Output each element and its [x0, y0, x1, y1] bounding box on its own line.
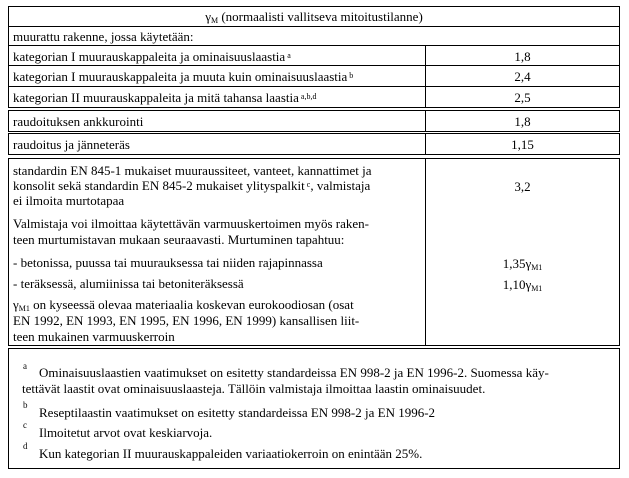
- footnote-text: Reseptilaastin vaatimukset on esitetty standardeissa EN 998-2 ja EN 1996-2: [39, 405, 436, 420]
- manufacturer-text-line: Valmistaja voi ilmoittaa käytettävän varmuuskertoimen myös raken-: [13, 216, 369, 231]
- table-row: [8, 86, 426, 108]
- table-row: [8, 110, 426, 132]
- failure-mode-concrete: - betonissa, puussa tai muurauksessa tai niiden rajapinnassa: [13, 255, 323, 270]
- connector-value: 3,2: [514, 179, 531, 194]
- footnotes: [8, 348, 620, 469]
- table-row-value: [425, 133, 620, 155]
- row-value: 2,4: [514, 69, 531, 84]
- footnote-mark: c: [23, 420, 27, 430]
- table-header: [8, 6, 620, 27]
- footnote-text: Kun kategorian II muurauskappaleiden variaatiokerroin on enintään 25%.: [39, 446, 423, 461]
- row-value: 2,5: [514, 90, 531, 105]
- row-label: raudoitus ja jänneteräs: [13, 137, 130, 152]
- footnote-mark: b: [23, 400, 28, 410]
- connector-row: [8, 158, 426, 346]
- table-row: [8, 65, 426, 87]
- footnote-mark: d: [23, 441, 28, 451]
- connector-text-line: ei ilmoita murtotapaa: [13, 193, 125, 208]
- table-row: [8, 45, 426, 66]
- footnote-text: Ilmoitetut arvot ovat keskiarvoja.: [39, 425, 213, 440]
- row-value: 1,8: [514, 49, 531, 64]
- gamma-m1-note-line: EN 1992, EN 1993, EN 1995, EN 1996, EN 1999) kansallisen liit-: [13, 313, 360, 328]
- table-row-value: [425, 65, 620, 87]
- table-row-value: [425, 45, 620, 66]
- steel-value: $1,10\gamma_{M1}$: [502, 277, 543, 293]
- row-value: 1,15: [511, 137, 534, 152]
- manufacturer-text-line: teen murtumistavan mukaan seuraavasti. Murtuminen tapahtuu:: [13, 232, 345, 247]
- gamma-m1-note-line: $\gamma_{M1}$ on kyseessä olevaa materiaalia koskevan eurokoodiosan (osat: [13, 297, 354, 313]
- safety-factor-table: [8, 6, 620, 469]
- connector-row-value: [425, 158, 620, 346]
- footnote-text: tettävät laastit ovat ominaisuuslaasteja. Tällöin valmistaja ilmoittaa laastin ominaisuudet.: [22, 381, 486, 396]
- row-value: 1,8: [514, 114, 531, 129]
- footnote-mark: a: [23, 361, 27, 371]
- table-row-value: [425, 86, 620, 108]
- intro-row: [8, 26, 620, 46]
- table-row: [8, 133, 426, 155]
- failure-mode-steel: - teräksessä, alumiinissa tai betoniteräksessä: [13, 276, 244, 291]
- gamma-m1-note-line: teen mukainen varmuuskerroin: [13, 329, 175, 344]
- row-label: kategorian I muurauskappaleita ja muuta kuin ominaisuuslaastia $^b$: [13, 69, 354, 84]
- row-label: kategorian II muurauskappaleita ja mitä tahansa laastia $^{a,b,d}$: [13, 90, 317, 105]
- connector-text-line: standardin EN 845-1 mukaiset muuraussiteet, vanteet, kannattimet ja: [13, 163, 372, 178]
- footnote-text: Ominaisuuslaastien vaatimukset on esitetty standardeissa EN 998-2 ja EN 1996-2. Suomessa käy-: [39, 365, 549, 380]
- concrete-value: $1,35\gamma_{M1}$: [502, 256, 543, 272]
- row-label: kategorian I muurauskappaleita ja ominaisuuslaastia $^a$: [13, 49, 291, 64]
- connector-text-line: konsolit sekä standardin EN 845-2 mukaiset ylityspalkit $^c$, valmistaja: [13, 178, 371, 193]
- intro-text: muurattu rakenne, jossa käytetään:: [13, 29, 194, 44]
- table-row-value: [425, 110, 620, 132]
- header-text: $\gamma_M$ (normaalisti vallitseva mitoitustilanne): [205, 9, 423, 25]
- row-label: raudoituksen ankkurointi: [13, 114, 144, 129]
